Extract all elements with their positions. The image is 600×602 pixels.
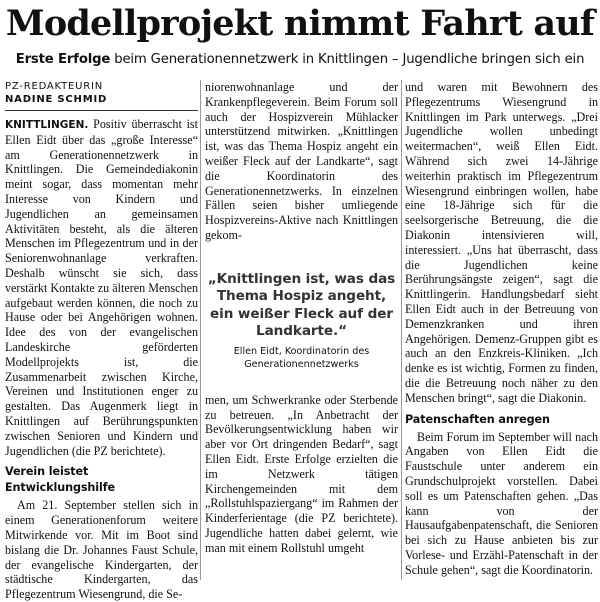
column-divider (401, 80, 402, 580)
paragraph: niorenwohnanlage und der Krankenpflegeverein. Beim Forum soll auch der Hospizverein Mühlacker unterstützend mitwirken. „Knittlingen ist, was das Thema Hospiz angeht ein weißer Fleck auf der Landkarte“, sagt die Koordinatorin des Generationennetzwerks. In einzelnen Fällen seien bisher umliegende Hospizvereins-Aktive nach Knittlingen gekom- (205, 80, 398, 242)
paragraph: und waren mit Bewohnern des Pflegezentrums Wiesengrund in Knittlingen im Park unterwegs. „Drei Jugendliche wollen unbedingt weitermachen“, weiß Ellen Eidt. Während sich zwei 14-Jährige weiterhin praktisch im Pflegezentrum Wiesengrund einbringen wollen, habe eine 18-Jährige sich für die seelsorgerische Betreuung, die die Diakonin intensivieren will, interessiert. „Uns hat überrascht, dass die Jugendlichen keine Berührungsängste zeigen“, sagt die Knittlingerin. Handlungsbedarf sieht Ellen Eidt auch in der Betreuung von Demenzkranken und ihren Angehörigen. Demenz-Gruppen gibt es auch an den Enzkreis-Kliniken. „Ich denke es ist wichtig, Formen zu finden, die die Betreuung noch näher zu den Menschen bringt“, sagt die Diakonin. (405, 80, 598, 405)
subhead-bold: Erste Erfolge (15, 52, 111, 67)
subhead-rest: beim Generationennetzwerk in Knittlingen – Jugendliche bringen sich ein (110, 52, 585, 67)
pull-quote-text: „Knittlingen ist, was das Thema Hospiz angeht, ein weißer Fleck auf der Landkarte.“ (207, 270, 396, 340)
dateline: KNITTLINGEN. (5, 119, 89, 131)
paragraph: men, um Schwerkranke oder Sterbende zu betreuen. „In Anbetracht der Bevölkerungsentwicklung haben wir aber vor Ort dringenden Bedarf“, sagt Ellen Eidt. Erste Erfolge erzielten die im Netzwerk tätigen Kirchengemeinden mit dem „Rollstuhlspaziergang“ im Rahmen der Kinderferientage (die PZ berichtete). Jugendliche hatten dabei gelernt, wie man mit einem Rollstuhl umgeht (205, 392, 398, 555)
column-divider (200, 80, 201, 580)
article-column-2 (205, 80, 398, 580)
headline: Modellprojekt nimmt Fahrt auf (5, 3, 595, 44)
paragraph: Beim Forum im September will nach Angaben von Ellen Eidt die Faustschule unter anderem ein Grundschulprojekt vorstellen. Dabei soll es um Patenschaften gehen. „Das kann von der Hausaufgabenpatenschaft, die Senioren bei sich zu Hause anbieten bis zur Vorlese- und Erzähl-Patenschaft in der Schule gehen“, sagt die Koordinatorin. (405, 429, 598, 577)
article-column-1 (5, 80, 198, 602)
paragraph-text: Positiv überrascht ist Ellen Eidt über das „große Interesse“ am Generationennetzwerk in Knittlingen. Die Gemeindediakonin meint sogar, dass momentan mehr Interesse von Kindern und Jugendlichen an gemeinsamen Aktivitäten besteht, als die älteren Menschen im Pflegezentrum und in der Seniorenwohnanlage verkraften. Deshalb wünscht sie sich, dass verstärkt Kontakte zu älteren Menschen aufgebaut werden können, die noch zu Hause oder bei Angehörigen wohnen. Idee des von der evangelischen Landeskirche geförderten Modellprojekts ist, die Zusammenarbeit zwischen Kirche, Vereinen und Institutionen enger zu gestalten. Das Augenmerk liegt in Knittlingen auf Berührungspunkten zwischen Senioren und Kindern und Jugendlichen (die PZ berichtete). (5, 117, 198, 458)
paragraph (5, 117, 198, 458)
paragraph: Am 21. September stellen sich in einem Generationenforum weitere Mitwirkende vor. Mit im Boot sind bislang die Dr. Johannes Faust Schule, der evangelische Kindergarten, der städtische Kindergarten, das Pflegezentrum Wiesengrund, die Se- (5, 498, 198, 602)
section-heading: Verein leistet Entwicklungshilfe (5, 465, 116, 495)
byline-name: NADINE SCHMID (5, 93, 198, 111)
byline-role: PZ-REDAKTEURIN (5, 81, 104, 92)
article-column-3 (405, 80, 598, 580)
pull-quote (205, 271, 398, 371)
section-heading: Patenschaften anregen (405, 412, 550, 426)
pull-quote-attribution: Ellen Eidt, Koordinatorin des Generationennetzwerks (233, 345, 370, 370)
subheadline (0, 50, 600, 70)
